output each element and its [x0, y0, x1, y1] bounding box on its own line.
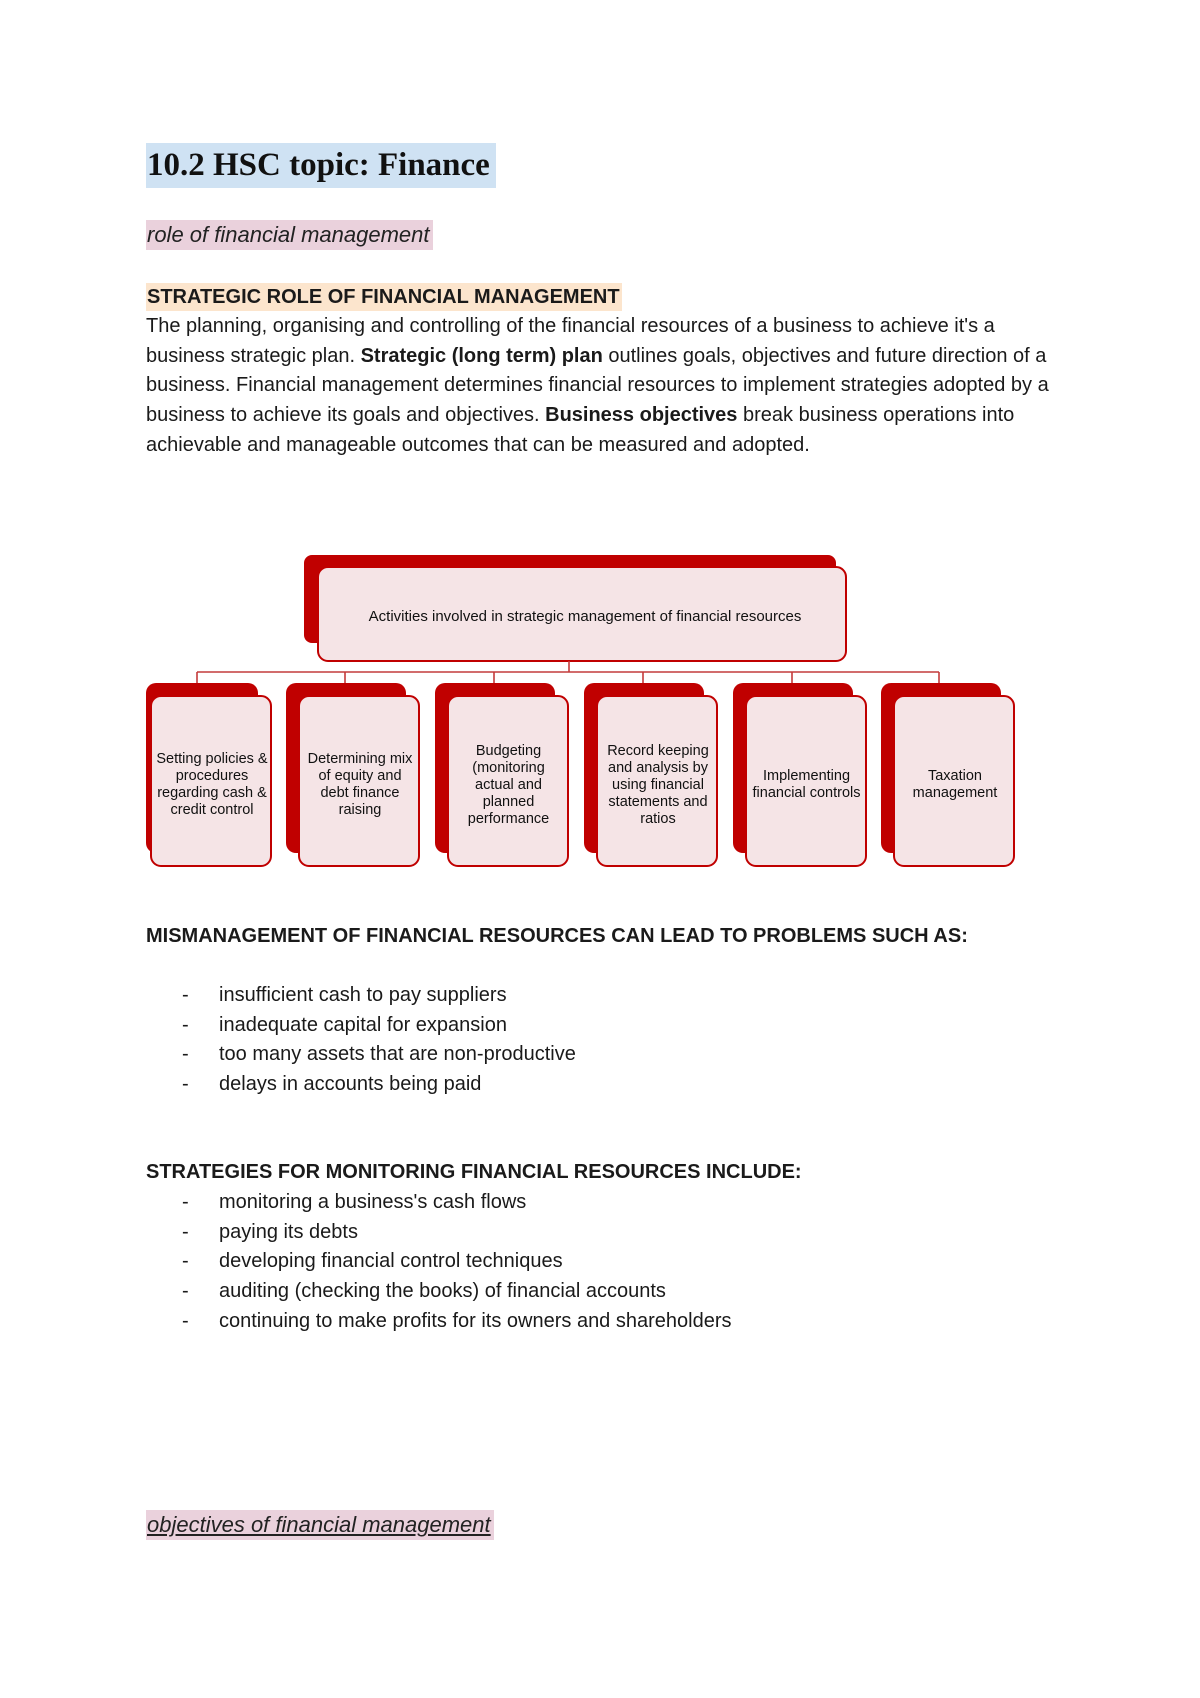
diagram-connectors: [197, 661, 939, 684]
diagram-child-label-1: Setting policies & procedures regarding cash & credit control: [156, 751, 268, 818]
section-heading-objectives: objectives of financial management: [146, 1510, 494, 1540]
diagram-child-label-4: Record keeping and analysis by using financial statements and ratios: [607, 742, 709, 827]
para-text-1: The planning, organising and controlling of the financial resources of a business to achieve it's a business strategic plan.: [146, 315, 995, 367]
list-item: - continuing to make profits for its owners and shareholders: [182, 1309, 732, 1332]
diagram-top-label: Activities involved in strategic management of financial resources: [368, 607, 802, 625]
para-text-3: break business operations into achievable and manageable outcomes that can be measured and adopted.: [146, 404, 1015, 456]
para-bold-business-objectives: Business objectives: [545, 404, 738, 427]
list-item: - inadequate capital for expansion: [182, 1013, 507, 1036]
list-item: - insufficient cash to pay suppliers: [182, 984, 507, 1006]
para-bold-strategic-plan: Strategic (long term) plan: [360, 344, 603, 367]
diagram-child-label-5: Implementing financial controls: [752, 768, 861, 801]
diagram-child-label-3: Budgeting (monitoring actual and planned performance: [467, 742, 550, 827]
page-title: 10.2 HSC topic: Finance: [146, 143, 496, 188]
diagram-child-label-2: Determining mix of equity and debt finance raising: [307, 751, 413, 818]
mismanagement-heading: MISMANAGEMENT OF FINANCIAL RESOURCES CAN LEAD TO PROBLEMS SUCH AS:: [146, 925, 968, 947]
list-item: - delays in accounts being paid: [182, 1073, 482, 1096]
diagram-child-label-6: Taxation management: [912, 768, 998, 801]
strategies-heading: STRATEGIES FOR MONITORING FINANCIAL RESOURCES INCLUDE:: [146, 1161, 802, 1183]
list-item: - auditing (checking the books) of financial accounts: [182, 1280, 666, 1303]
section-heading-role: role of financial management: [146, 220, 433, 250]
mismanagement-list: [146, 981, 576, 1100]
list-item: - monitoring a business's cash flows: [182, 1191, 527, 1213]
strategies-list: [146, 1188, 732, 1337]
list-item: - developing financial control techniques: [182, 1250, 563, 1273]
list-item: - paying its debts: [182, 1220, 358, 1243]
list-item: - too many assets that are non-productive: [182, 1043, 576, 1066]
para-text-2: outlines goals, objectives and future direction of a business. Financial management determines financial resources to implement strategies adopted by a business to achieve its goals and objectives.: [146, 344, 1049, 427]
subheading-strategic-role: STRATEGIC ROLE OF FINANCIAL MANAGEMENT: [146, 283, 622, 311]
